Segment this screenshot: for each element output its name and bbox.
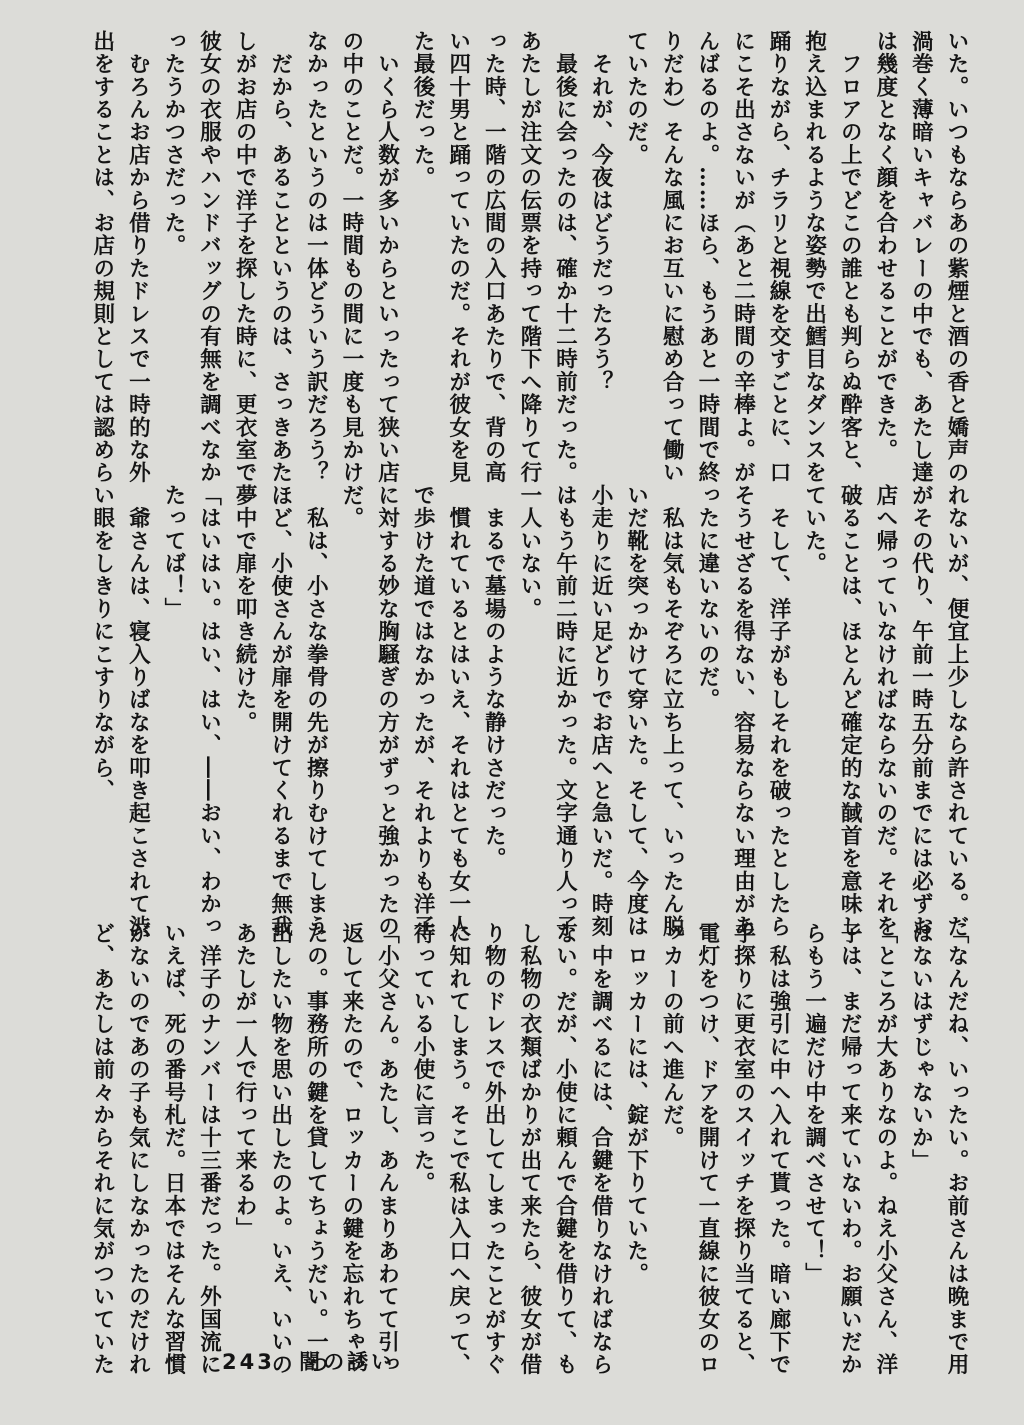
text-tier-top: いた。いつもならあの紫煙と酒の香と嬌声の 渦巻く薄暗いキャバレーの中でも、あたし達 は幾度となく顔を合わせることができた。 フロアの上でどこの誰とも判らぬ酔客と、 抱え込まれるような姿勢で出鱈目なダンスを 踊りながら、チラリと視線を交すごとに、口 にこそ出さないが（あと二時間の辛棒よ。が んばるのよ。……ほら、もうあと一時間で終 りだわ）そんな風にお互いに慰め合って働い ていたのだ。 それが、今夜はどうだったろう？ 最後に会ったのは、確か十二時前だった。 あたしが注文の伝票を持って階下へ降りて行 った時、一階の広間の入口あたりで、背の高 い四十男と踊っていたのだ。それが彼女を見 た最後だった。 いくら人数が多いからといったって狭い店 の中のことだ。一時間もの間に一度も見かけ なかったというのは一体どういう訳だろう？ だから、あることというのは、さっきあた しがお店の中で洋子を探した時に、更衣室で 彼女の衣服やハンドバッグの有無を調べなか ったうかつさだった。 むろんお店から借りたドレスで一時的な外 出をすることは、お店の規則としては認めら	[89, 30, 969, 484]
text-tier-bottom: 「なんだね、いったい。お前さんは晩まで用 はないはずじゃないか」 「ところが大ありなのよ。ねえ小父さん、洋 子は、まだ帰って来ていないわ。お願いだか らもう一遍だけ中を調べさせて！」 私は強引に中へ入れて貰った。暗い廊下で 手探りに更衣室のスイッチを探り当てると、 電灯をつけ、ドアを開けて一直線に彼女のロ ッカーの前へ進んだ。 ロッカーには、錠が下りていた。 中を調べるには、合鍵を借りなければなら ない。だが、小使に頼んで合鍵を借りて、も し私物の衣類ばかりが出て来たら、彼女が借 り物のドレスで外出してしまったことがすぐ に知れてしまう。そこで私は入口へ戻って、 待っている小使に言った。 「小父さん。あたし、あんまりあわてて引っ 返して来たので、ロッカーの鍵を忘れちゃっ たの。事務所の鍵を貸してちょうだい。一つ 出したい物を思い出したのよ。いえ、いいの あたしが一人で行って来るわ」 洋子のナンバーは十三番だった。外国流に いえば、死の番号札だ。日本ではそんな習慣 がないのであの子も気にしなかったのだけれ ど、あたしは前々からそれに気がついていた	[89, 922, 969, 1376]
page-footer	[222, 1346, 395, 1376]
text-tier-middle: れないが、便宜上少しなら許されている。だ がその代り、午前一時五分前までには必ずお 店へ帰っていなければならないのだ。それを 破ることは、ほとんど確定的な馘首を意味し ていた。 そして、洋子がもしそれを破ったとしたら そうせざるを得ない、容易ならない理由があ ったに違いないのだ。 私は気もそぞろに立ち上って、いったん脱 いだ靴を突っかけて穿いた。そして、今度は 小走りに近い足どりでお店へと急いだ。時刻 はもう午前二時に近かった。文字通り人っ子 一人いない。 まるで墓場のような静けさだった。 慣れているとはいえ、それはとても女一人 で歩けた道ではなかったが、それよりも洋子 に対する妙な胸騒ぎの方がずっと強かったの だ。 私は、小さな拳骨の先が擦りむけてしまう ほど、小使さんが扉を開けてくれるまで無我 夢中で扉を叩き続けた。 「はいはい。はい、はい、――おい、わかっ たってば！」 爺さんは、寝入りばなを叩き起こされて渋 い眼をしきりにこすりながら、	[89, 484, 969, 938]
page-number: 243	[222, 1350, 275, 1374]
running-title: 闇の誘い	[299, 1349, 396, 1374]
